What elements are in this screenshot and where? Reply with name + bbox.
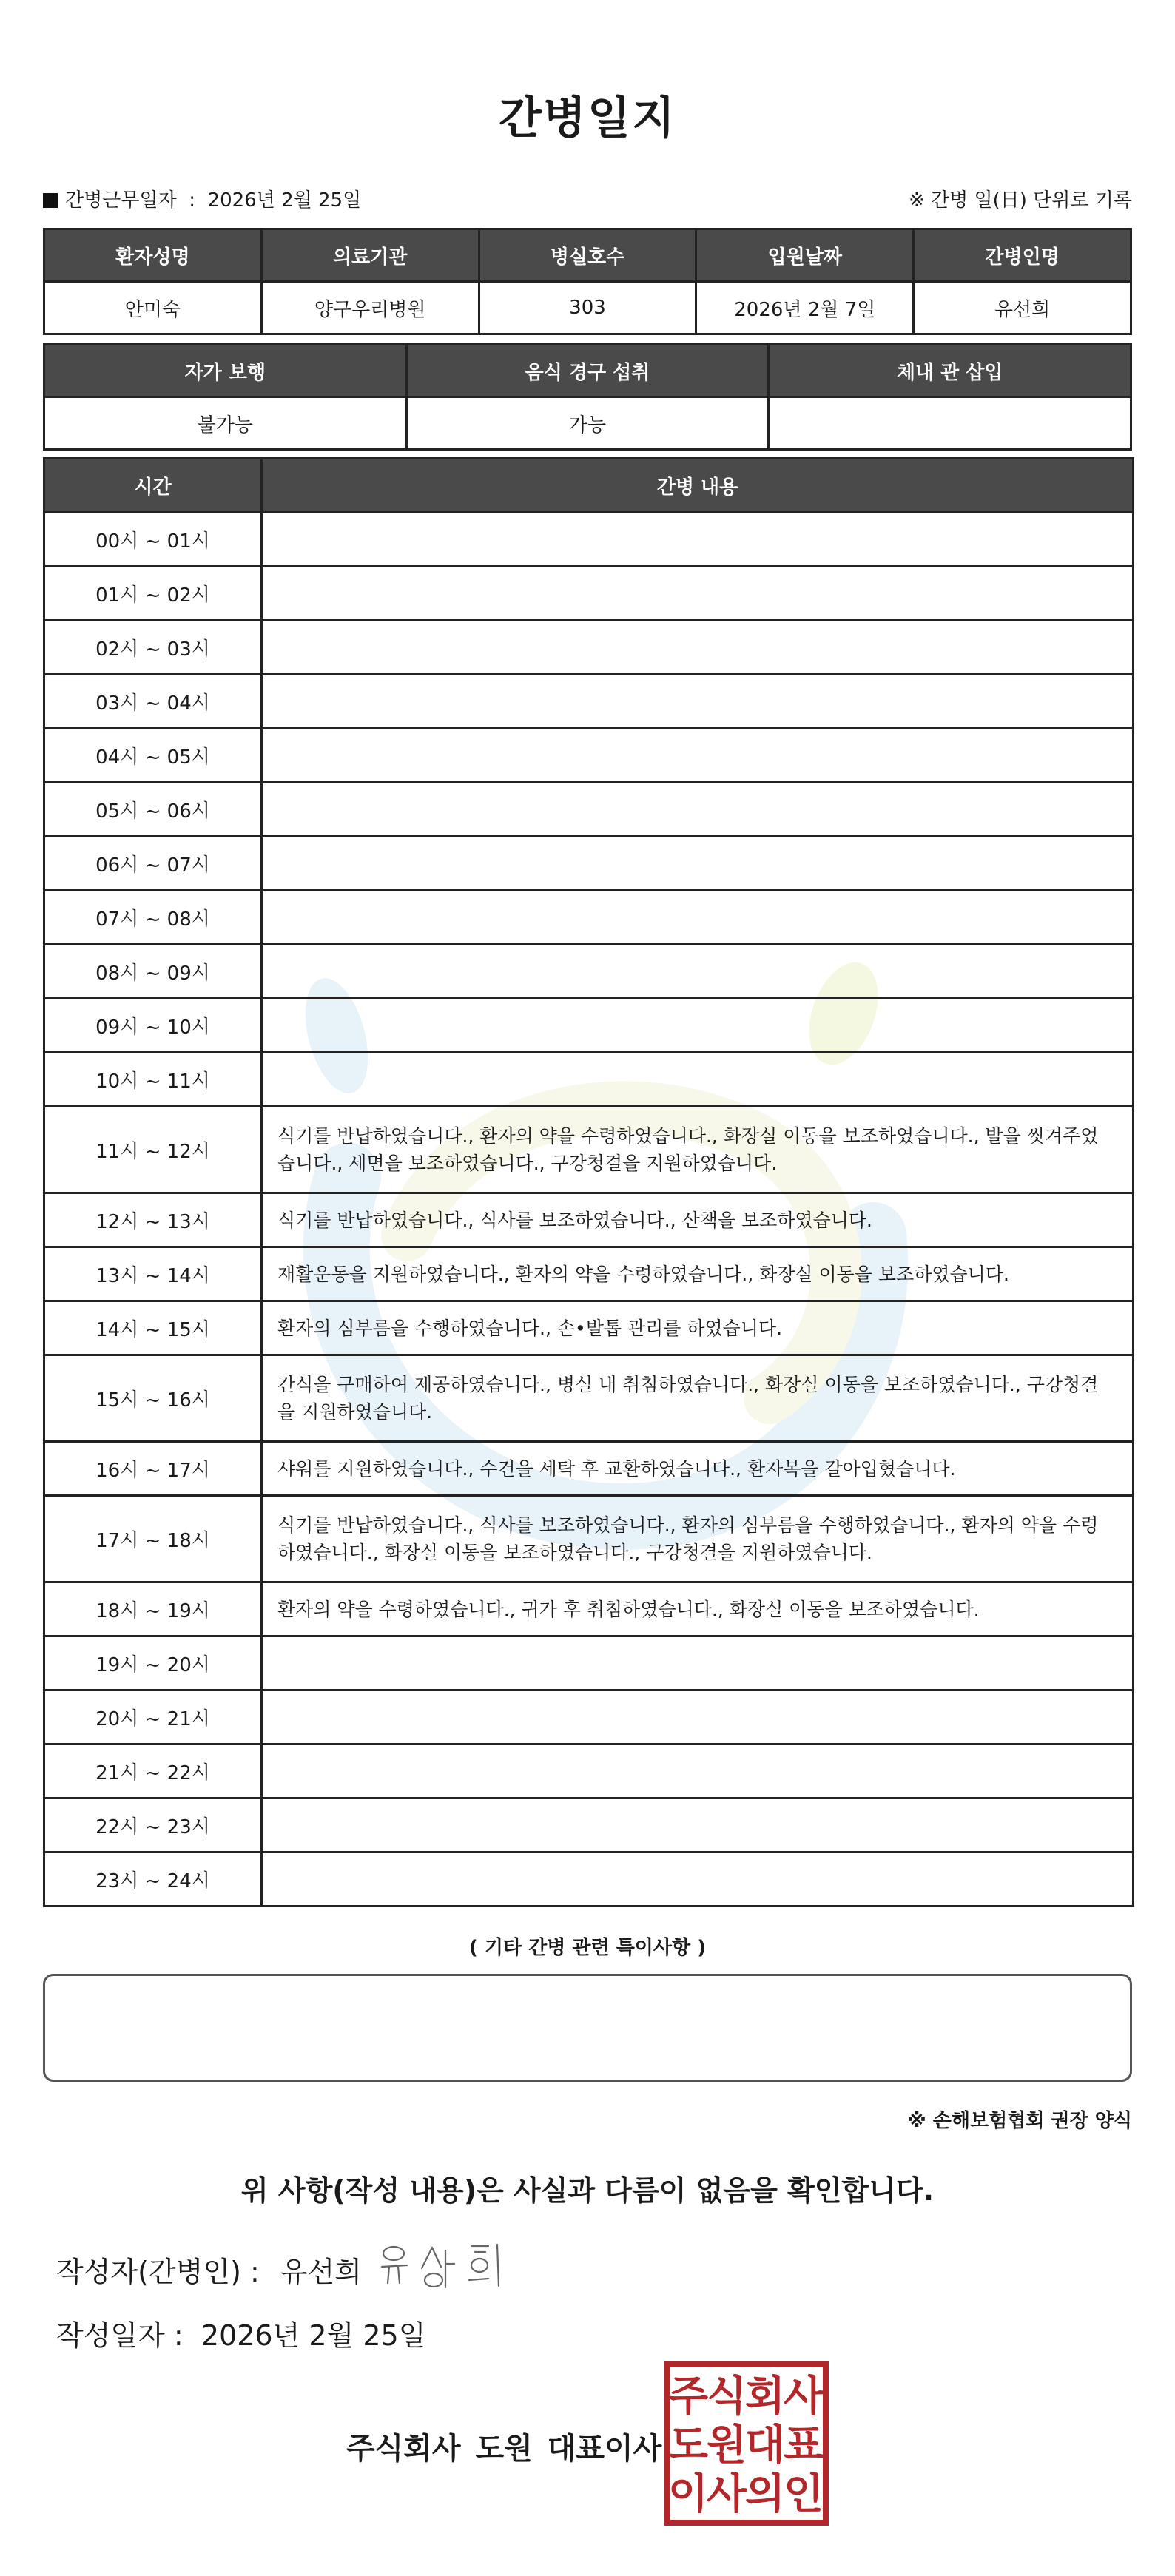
care-log-row (44, 891, 1134, 945)
written-date-label: 작성일자 : (56, 2319, 184, 2352)
log-time: 13시 ~ 14시 (44, 1247, 262, 1301)
stamp-char: 인 (783, 2470, 824, 2518)
writer-line (56, 2249, 362, 2290)
care-log-row (44, 513, 1134, 567)
log-time: 05시 ~ 06시 (44, 783, 262, 837)
log-content (262, 945, 1134, 999)
remarks-title: ( 기타 간병 관련 특이사항 ) (468, 1937, 707, 1959)
header-caregiver-name: 간병인명 (914, 229, 1131, 282)
stamp-char: 회 (744, 2373, 786, 2421)
form-source-note: ※ 손해보험협회 권장 양식 (907, 2110, 1132, 2132)
header-time: 시간 (44, 459, 262, 513)
header-oral-intake: 음식 경구 섭취 (406, 345, 769, 397)
page-title: 간병일지 (499, 92, 676, 144)
log-time: 22시 ~ 23시 (44, 1798, 262, 1852)
log-time: 04시 ~ 05시 (44, 729, 262, 783)
log-time: 21시 ~ 22시 (44, 1744, 262, 1798)
log-content: 재활운동을 지원하였습니다., 환자의 약을 수령하였습니다., 화장실 이동을 보조하였습니다. (262, 1247, 1134, 1301)
care-log-row (44, 1193, 1134, 1247)
stamp-char: 사 (783, 2373, 824, 2421)
log-time: 00시 ~ 01시 (44, 513, 262, 567)
log-time: 11시 ~ 12시 (44, 1107, 262, 1193)
care-log-row (44, 621, 1134, 675)
writer-name: 유선희 (280, 2256, 362, 2288)
care-log-row (44, 837, 1134, 891)
log-time: 08시 ~ 09시 (44, 945, 262, 999)
company-name: 주식회사 도원 대표이사 (346, 2432, 662, 2466)
log-time: 01시 ~ 02시 (44, 567, 262, 621)
care-log-row (44, 1798, 1134, 1852)
log-content (262, 783, 1134, 837)
work-date (43, 185, 361, 212)
admission-date: 2026년 2월 7일 (696, 282, 914, 334)
care-log-row (44, 1301, 1134, 1355)
care-log-row (44, 1744, 1134, 1798)
room-number: 303 (479, 282, 696, 334)
care-log-body (44, 513, 1134, 1906)
care-log-row (44, 1690, 1134, 1744)
log-time: 14시 ~ 15시 (44, 1301, 262, 1355)
log-content: 식기를 반납하였습니다., 식사를 보조하였습니다., 산책을 보조하였습니다. (262, 1193, 1134, 1247)
header-tube-insertion: 체내 관 삽입 (769, 345, 1131, 397)
stamp-char: 주 (667, 2373, 709, 2421)
log-content (262, 513, 1134, 567)
log-time: 20시 ~ 21시 (44, 1690, 262, 1744)
care-log-row (44, 945, 1134, 999)
patient-name: 안미숙 (44, 282, 262, 334)
written-date-value: 2026년 2월 25일 (201, 2319, 426, 2352)
log-time: 10시 ~ 11시 (44, 1053, 262, 1107)
patient-info-value-row (44, 282, 1131, 334)
care-status-header-row (44, 345, 1131, 397)
care-log-row (44, 567, 1134, 621)
log-content: 식기를 반납하였습니다., 환자의 약을 수령하였습니다., 화장실 이동을 보조하였습니다., 발을 씻겨주었습니다., 세면을 보조하였습니다., 구강청결을 지원하였습니다. (262, 1107, 1134, 1193)
stamp-char: 대 (744, 2421, 786, 2469)
care-log-row (44, 675, 1134, 729)
log-content (262, 999, 1134, 1053)
log-content (262, 1636, 1134, 1690)
log-time: 03시 ~ 04시 (44, 675, 262, 729)
log-content (262, 1852, 1134, 1906)
log-content (262, 729, 1134, 783)
care-log-row (44, 1852, 1134, 1906)
writer-label: 작성자(간병인) : (56, 2256, 260, 2288)
care-log-row (44, 729, 1134, 783)
care-log-row (44, 1355, 1134, 1442)
log-content: 간식을 구매하여 제공하였습니다., 병실 내 취침하였습니다., 화장실 이동을 보조하였습니다., 구강청결을 지원하였습니다. (262, 1355, 1134, 1442)
company-seal-stamp (663, 2360, 830, 2527)
remarks-box (43, 1974, 1132, 2082)
stamp-char: 사 (706, 2470, 747, 2518)
care-log-row (44, 1496, 1134, 1582)
tube-insertion (769, 397, 1131, 450)
log-time: 02시 ~ 03시 (44, 621, 262, 675)
stamp-char: 표 (783, 2421, 824, 2469)
stamp-char: 원 (706, 2421, 747, 2469)
header-patient-name: 환자성명 (44, 229, 262, 282)
log-time: 06시 ~ 07시 (44, 837, 262, 891)
log-content: 환자의 약을 수령하였습니다., 귀가 후 취침하였습니다., 화장실 이동을 보조하였습니다. (262, 1582, 1134, 1636)
log-content (262, 1798, 1134, 1852)
log-content (262, 1744, 1134, 1798)
log-time: 23시 ~ 24시 (44, 1852, 262, 1906)
log-time: 17시 ~ 18시 (44, 1496, 262, 1582)
log-content (262, 675, 1134, 729)
care-status-value-row (44, 397, 1131, 450)
log-content (262, 891, 1134, 945)
caregiver-name: 유선희 (914, 282, 1131, 334)
oral-intake: 가능 (406, 397, 769, 450)
log-time: 09시 ~ 10시 (44, 999, 262, 1053)
work-date-separator: : (189, 189, 195, 212)
care-log-table (43, 457, 1134, 1907)
header-room: 병실호수 (479, 229, 696, 282)
log-time: 07시 ~ 08시 (44, 891, 262, 945)
written-date-line (56, 2313, 425, 2353)
log-time: 16시 ~ 17시 (44, 1442, 262, 1496)
log-content (262, 621, 1134, 675)
log-time: 15시 ~ 16시 (44, 1355, 262, 1442)
care-log-row (44, 1582, 1134, 1636)
stamp-char: 의 (744, 2470, 786, 2518)
care-log-row (44, 1636, 1134, 1690)
stamp-char: 식 (706, 2373, 747, 2421)
log-content: 환자의 심부름을 수행하였습니다., 손•발톱 관리를 하였습니다. (262, 1301, 1134, 1355)
log-time: 18시 ~ 19시 (44, 1582, 262, 1636)
care-log-row (44, 783, 1134, 837)
care-log-header-row (44, 459, 1134, 513)
care-log-row (44, 1442, 1134, 1496)
care-status-table (43, 343, 1132, 451)
square-bullet-icon (43, 193, 58, 208)
stamp-char: 이 (667, 2470, 709, 2518)
log-time: 12시 ~ 13시 (44, 1193, 262, 1247)
self-walking: 불가능 (44, 397, 407, 450)
care-log-row (44, 1107, 1134, 1193)
log-content: 식기를 반납하였습니다., 식사를 보조하였습니다., 환자의 심부름을 수행하였습니다., 환자의 약을 수령하였습니다., 화장실 이동을 보조하였습니다., 구강청결을 지원하였습니다. (262, 1496, 1134, 1582)
work-date-label: 간병근무일자 (65, 189, 177, 212)
header-care-content: 간병 내용 (262, 459, 1134, 513)
log-content (262, 837, 1134, 891)
patient-info-header-row (44, 229, 1131, 282)
log-content: 샤워를 지원하였습니다., 수건을 세탁 후 교환하였습니다., 환자복을 갈아입혔습니다. (262, 1442, 1134, 1496)
log-content (262, 1690, 1134, 1744)
meta-row (43, 185, 1132, 218)
handwritten-signature (377, 2234, 518, 2301)
header-hospital: 의료기관 (261, 229, 479, 282)
log-content (262, 567, 1134, 621)
care-log-row (44, 999, 1134, 1053)
confirmation-statement: 위 사항(작성 내용)은 사실과 다름이 없음을 확인합니다. (240, 2174, 935, 2207)
header-admission-date: 입원날짜 (696, 229, 914, 282)
log-content (262, 1053, 1134, 1107)
care-log-row (44, 1053, 1134, 1107)
unit-note: ※ 간병 일(日) 단위로 기록 (908, 189, 1132, 212)
log-time: 19시 ~ 20시 (44, 1636, 262, 1690)
hospital: 양구우리병원 (261, 282, 479, 334)
patient-info-table (43, 228, 1132, 335)
stamp-char: 도 (667, 2421, 709, 2469)
work-date-value: 2026년 2월 25일 (207, 189, 362, 212)
care-log-row (44, 1247, 1134, 1301)
header-self-walking: 자가 보행 (44, 345, 407, 397)
